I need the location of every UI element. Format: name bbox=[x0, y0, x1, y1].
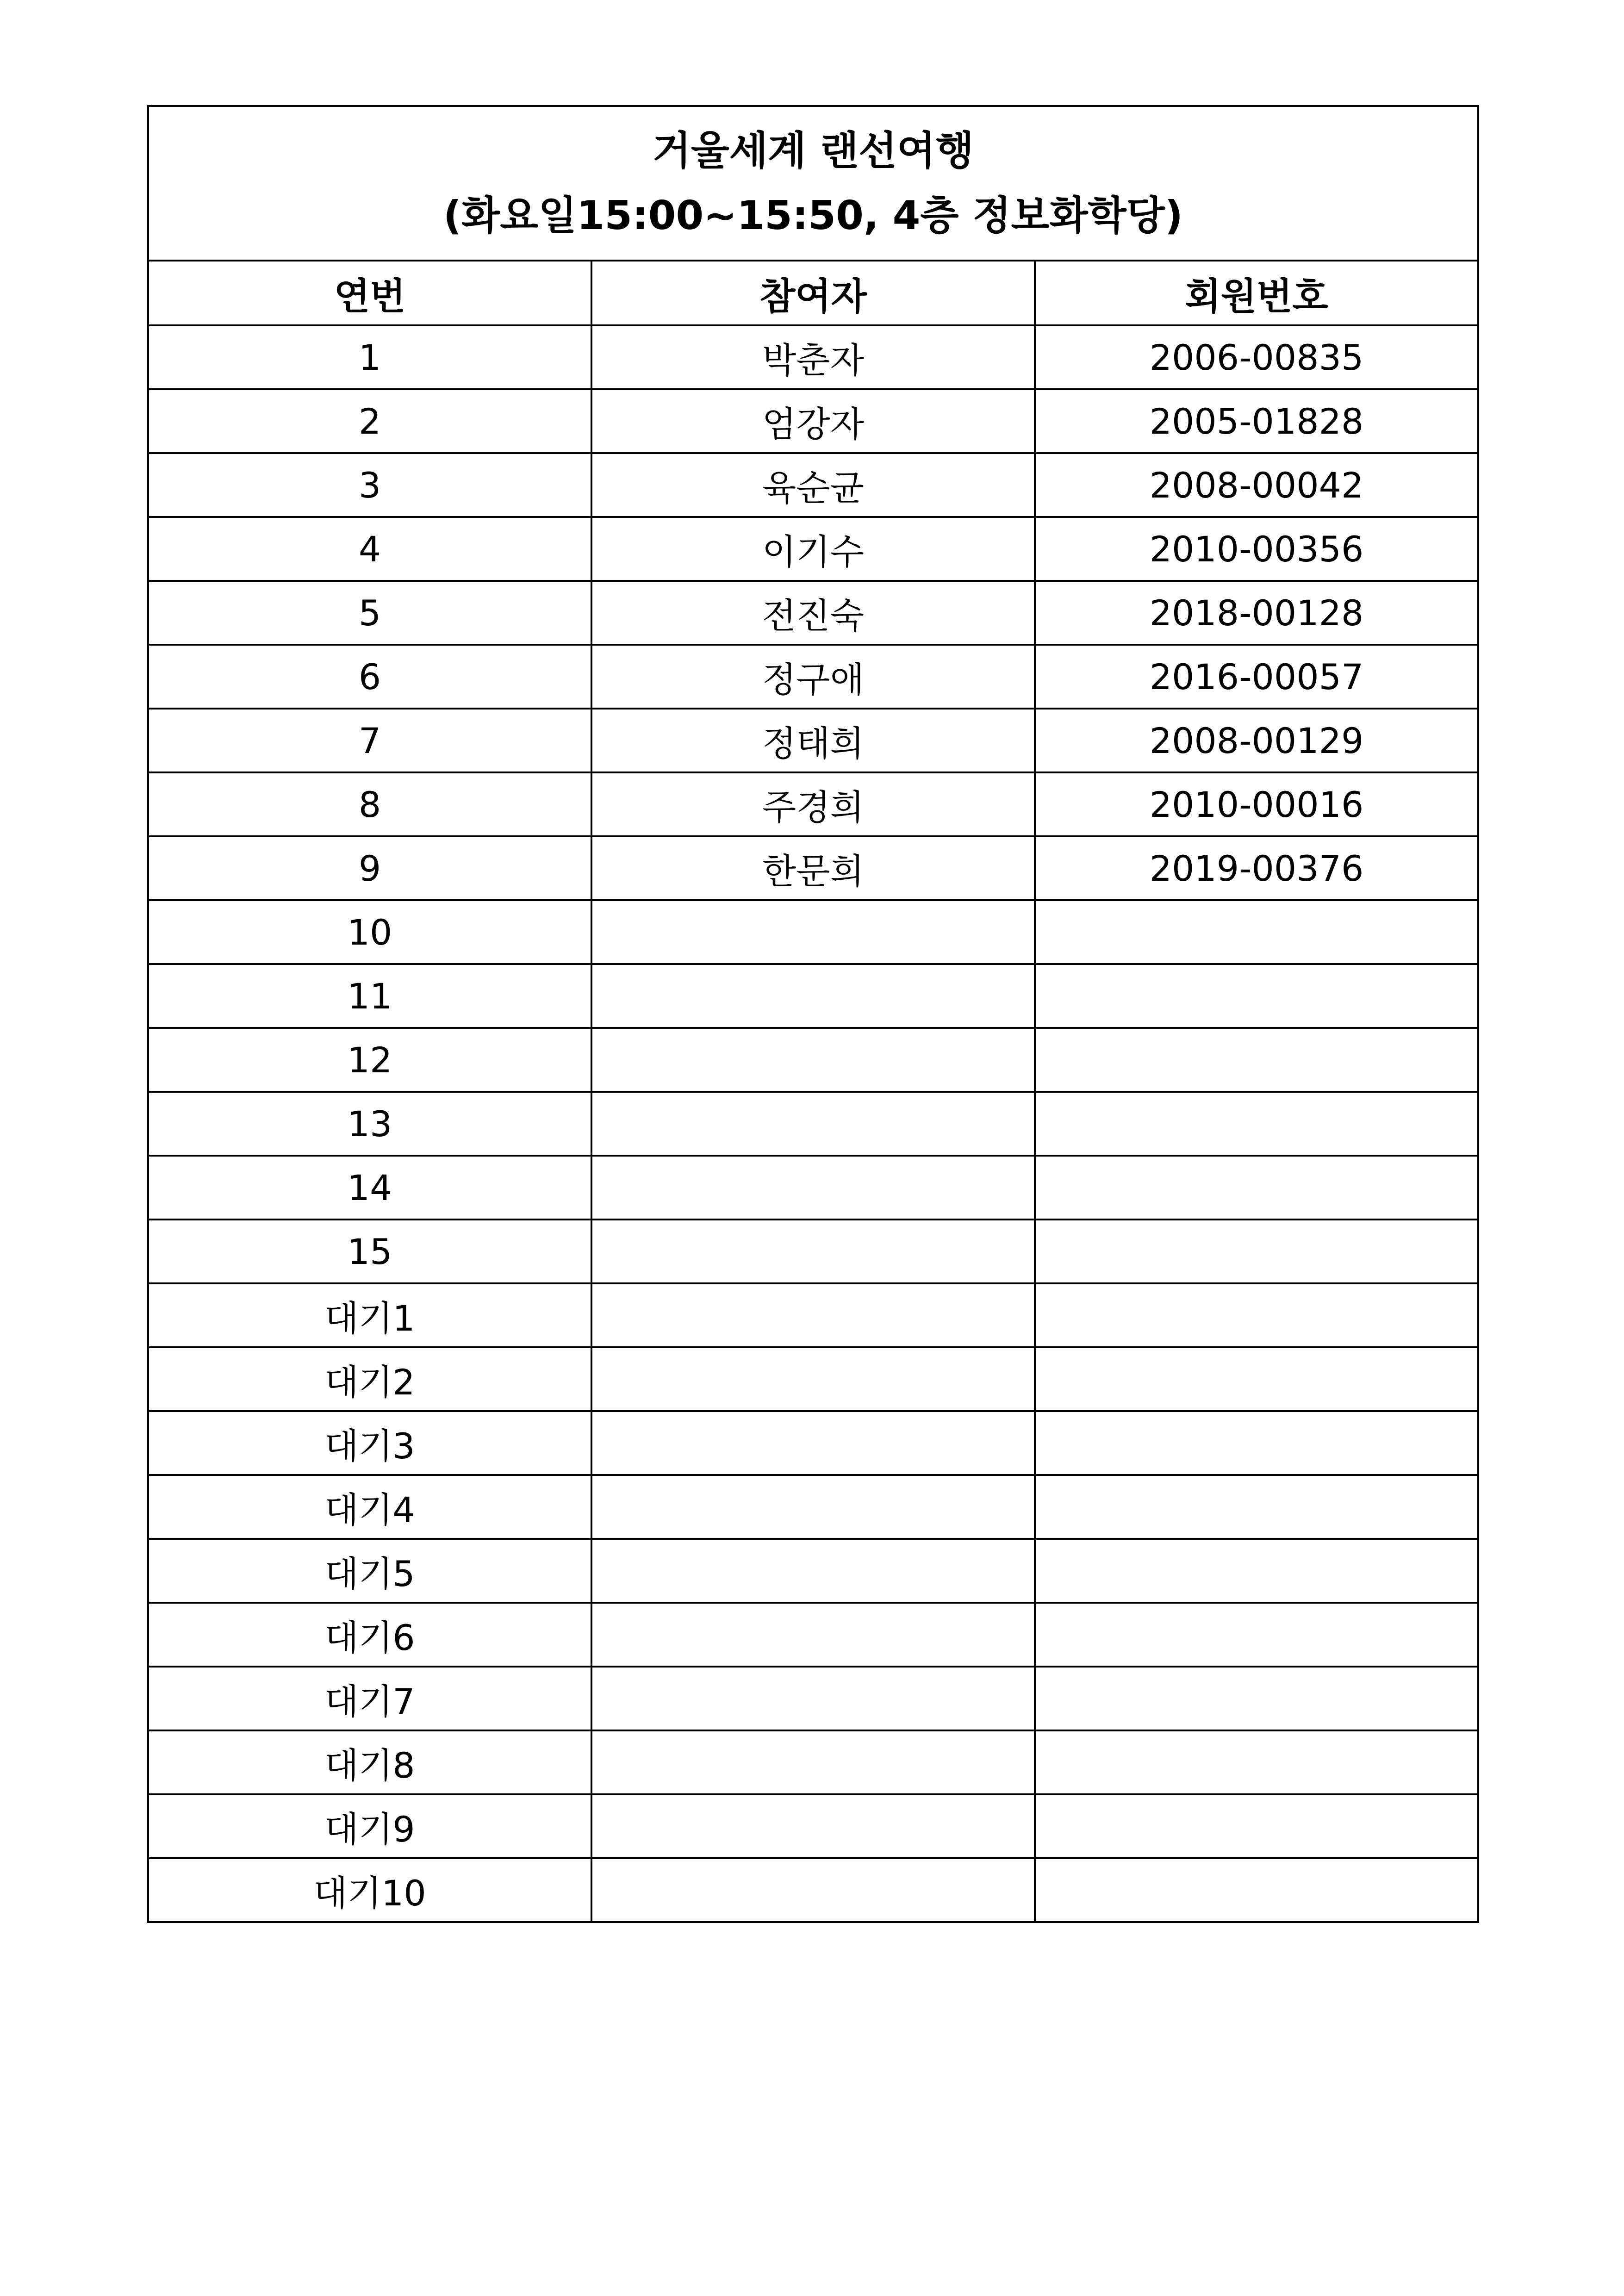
participant-name-cell bbox=[591, 1667, 1035, 1730]
member-id-cell: 2010-00356 bbox=[1035, 517, 1478, 581]
row-number-cell: 대기10 bbox=[148, 1858, 591, 1922]
table-row bbox=[148, 1156, 1478, 1220]
row-number-cell: 2 bbox=[148, 389, 591, 453]
participant-name-cell bbox=[591, 1092, 1035, 1156]
row-number-cell: 대기2 bbox=[148, 1347, 591, 1411]
table-row bbox=[148, 517, 1478, 581]
row-number-cell: 대기1 bbox=[148, 1283, 591, 1347]
table-row bbox=[148, 772, 1478, 836]
member-id-cell: 2005-01828 bbox=[1035, 389, 1478, 453]
member-id-cell bbox=[1035, 1220, 1478, 1283]
participant-name-cell bbox=[591, 1028, 1035, 1092]
member-id-cell bbox=[1035, 1156, 1478, 1220]
member-id-cell bbox=[1035, 1539, 1478, 1603]
title-line-1: 거울세계 랜선여행 bbox=[652, 128, 974, 174]
table-row bbox=[148, 709, 1478, 772]
participant-name-cell: 박춘자 bbox=[591, 325, 1035, 389]
table-row bbox=[148, 964, 1478, 1028]
row-number-cell: 대기8 bbox=[148, 1730, 591, 1794]
row-number-cell: 대기4 bbox=[148, 1475, 591, 1539]
participant-name-cell bbox=[591, 1475, 1035, 1539]
table-row bbox=[148, 389, 1478, 453]
participant-name-cell bbox=[591, 1730, 1035, 1794]
table-row bbox=[148, 1539, 1478, 1603]
participant-name-cell: 한문희 bbox=[591, 836, 1035, 900]
participant-name-cell bbox=[591, 1156, 1035, 1220]
table-row bbox=[148, 1730, 1478, 1794]
column-header-number: 연번 bbox=[148, 261, 591, 325]
column-header-member-id: 회원번호 bbox=[1035, 261, 1478, 325]
column-header-participant: 참여자 bbox=[591, 261, 1035, 325]
member-id-cell bbox=[1035, 1028, 1478, 1092]
member-id-cell bbox=[1035, 1858, 1478, 1922]
member-id-cell bbox=[1035, 1283, 1478, 1347]
table-row bbox=[148, 645, 1478, 709]
table-row bbox=[148, 1411, 1478, 1475]
table-row bbox=[148, 1603, 1478, 1667]
document-title bbox=[148, 106, 1478, 261]
member-id-cell: 2006-00835 bbox=[1035, 325, 1478, 389]
table-row bbox=[148, 900, 1478, 964]
participant-name-cell bbox=[591, 900, 1035, 964]
table-row bbox=[148, 1220, 1478, 1283]
participant-name-cell: 이기수 bbox=[591, 517, 1035, 581]
row-number-cell: 대기6 bbox=[148, 1603, 591, 1667]
participant-name-cell: 정구애 bbox=[591, 645, 1035, 709]
participant-name-cell bbox=[591, 964, 1035, 1028]
row-number-cell: 5 bbox=[148, 581, 591, 645]
member-id-cell: 2019-00376 bbox=[1035, 836, 1478, 900]
participant-name-cell: 육순균 bbox=[591, 453, 1035, 517]
table-row bbox=[148, 1858, 1478, 1922]
member-id-cell bbox=[1035, 1347, 1478, 1411]
member-id-cell bbox=[1035, 1794, 1478, 1858]
row-number-cell: 11 bbox=[148, 964, 591, 1028]
table-row bbox=[148, 1283, 1478, 1347]
row-number-cell: 6 bbox=[148, 645, 591, 709]
participant-name-cell bbox=[591, 1411, 1035, 1475]
row-number-cell: 대기9 bbox=[148, 1794, 591, 1858]
member-id-cell bbox=[1035, 964, 1478, 1028]
row-number-cell: 7 bbox=[148, 709, 591, 772]
participant-name-cell bbox=[591, 1220, 1035, 1283]
title-row bbox=[148, 106, 1478, 261]
member-id-cell: 2010-00016 bbox=[1035, 772, 1478, 836]
member-id-cell bbox=[1035, 1603, 1478, 1667]
row-number-cell: 대기3 bbox=[148, 1411, 591, 1475]
row-number-cell: 14 bbox=[148, 1156, 591, 1220]
table-row bbox=[148, 581, 1478, 645]
member-id-cell: 2018-00128 bbox=[1035, 581, 1478, 645]
participant-name-cell: 정태희 bbox=[591, 709, 1035, 772]
row-number-cell: 9 bbox=[148, 836, 591, 900]
row-number-cell: 10 bbox=[148, 900, 591, 964]
member-id-cell bbox=[1035, 1475, 1478, 1539]
participant-name-cell bbox=[591, 1283, 1035, 1347]
member-id-cell bbox=[1035, 1411, 1478, 1475]
member-id-cell bbox=[1035, 900, 1478, 964]
row-number-cell: 4 bbox=[148, 517, 591, 581]
table-row bbox=[148, 453, 1478, 517]
participant-table bbox=[147, 105, 1479, 1923]
table-row bbox=[148, 1092, 1478, 1156]
table-row bbox=[148, 836, 1478, 900]
member-id-cell bbox=[1035, 1092, 1478, 1156]
participant-name-cell bbox=[591, 1603, 1035, 1667]
row-number-cell: 15 bbox=[148, 1220, 591, 1283]
table-row bbox=[148, 1028, 1478, 1092]
row-number-cell: 대기7 bbox=[148, 1667, 591, 1730]
participant-name-cell bbox=[591, 1347, 1035, 1411]
row-number-cell: 3 bbox=[148, 453, 591, 517]
table-row bbox=[148, 1794, 1478, 1858]
member-id-cell: 2008-00042 bbox=[1035, 453, 1478, 517]
member-id-cell bbox=[1035, 1667, 1478, 1730]
participant-name-cell: 엄강자 bbox=[591, 389, 1035, 453]
participant-name-cell bbox=[591, 1539, 1035, 1603]
row-number-cell: 대기5 bbox=[148, 1539, 591, 1603]
participant-name-cell: 주경희 bbox=[591, 772, 1035, 836]
row-number-cell: 1 bbox=[148, 325, 591, 389]
row-number-cell: 8 bbox=[148, 772, 591, 836]
table-row bbox=[148, 1667, 1478, 1730]
row-number-cell: 12 bbox=[148, 1028, 591, 1092]
table-row bbox=[148, 1475, 1478, 1539]
participant-name-cell bbox=[591, 1794, 1035, 1858]
participant-name-cell: 전진숙 bbox=[591, 581, 1035, 645]
member-id-cell bbox=[1035, 1730, 1478, 1794]
row-number-cell: 13 bbox=[148, 1092, 591, 1156]
header-row bbox=[148, 261, 1478, 325]
participant-name-cell bbox=[591, 1858, 1035, 1922]
member-id-cell: 2008-00129 bbox=[1035, 709, 1478, 772]
title-line-2: (화요일15:00~15:50, 4층 정보화학당) bbox=[443, 193, 1183, 239]
member-id-cell: 2016-00057 bbox=[1035, 645, 1478, 709]
table-row bbox=[148, 325, 1478, 389]
table-row bbox=[148, 1347, 1478, 1411]
